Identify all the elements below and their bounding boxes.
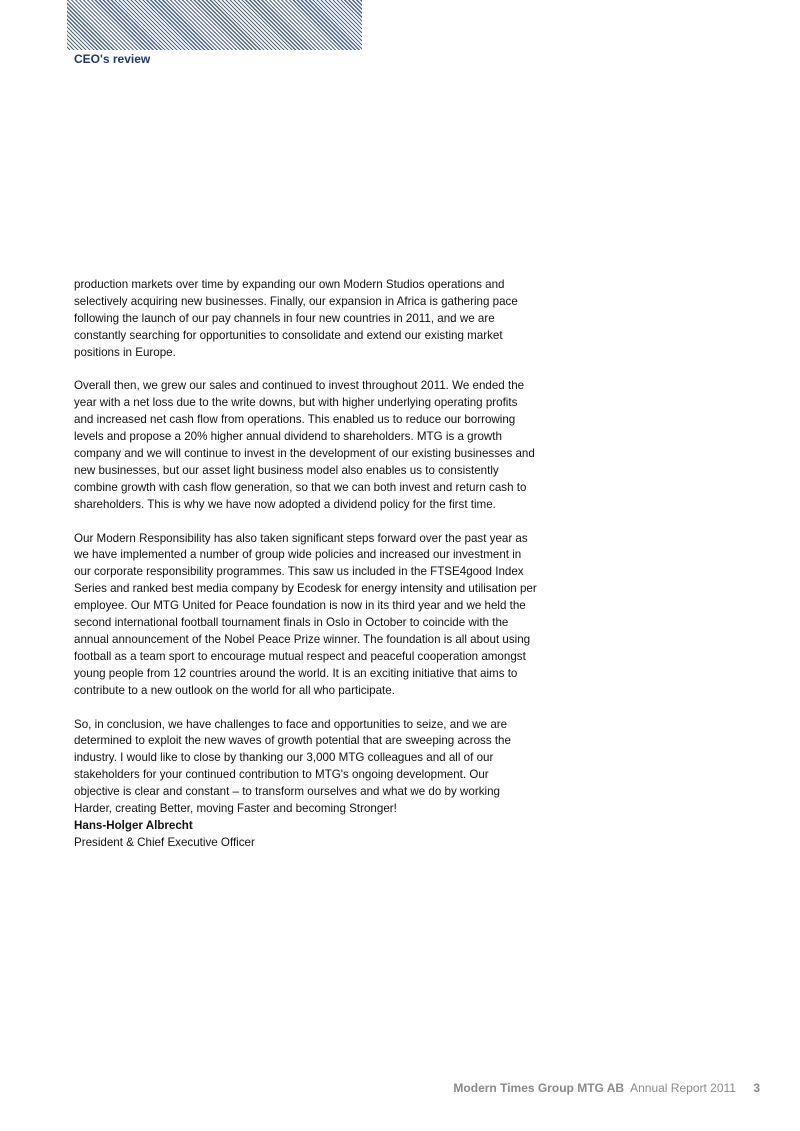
section-title: CEO's review [74,52,151,66]
text-line: industry. I would like to close by thanking our 3,000 MTG colleagues and all of our [74,751,494,765]
letter-body [74,277,574,835]
text-line: and increased net cash flow from operations. This enabled us to reduce our borrowing [74,413,516,427]
text-line: following the launch of our pay channels in four new countries in 2011, and we are [74,311,495,325]
text-line: year with a net loss due to the write downs, but with higher underlying operating profits [74,396,518,410]
text-line: young people from 12 countries around the world. It is an exciting initiative that aims to [74,666,518,680]
text-line: stakeholders for your continued contribution to MTG's ongoing development. Our [74,768,489,782]
text-line: objective is clear and constant – to transform ourselves and what we do by working [74,785,500,799]
text-line: production markets over time by expanding our own Modern Studios operations and [74,278,505,291]
text-line: Harder, creating Better, moving Faster and becoming Stronger! [74,802,397,816]
signature-block [74,818,255,852]
text-line: Series and ranked best media company by Ecodesk for energy intensity and utilisation per [74,582,537,596]
text-line: Our Modern Responsibility has also taken significant steps forward over the past year as [74,531,528,545]
text-line: selectively acquiring new businesses. Finally, our expansion in Africa is gathering pace [74,294,518,308]
text-line: contribute to a new outlook on the world for all who participate. [74,683,395,697]
footer-report: Annual Report 2011 [630,1081,736,1095]
signatory-name: Hans-Holger Albrecht [74,819,193,832]
text-line: our corporate responsibility programmes. This saw us included in the FTSE4good Index [74,565,524,579]
text-line: So, in conclusion, we have challenges to face and opportunities to seize, and we are [74,717,508,731]
page-number: 3 [753,1081,760,1095]
text-line: Overall then, we grew our sales and continued to invest throughout 2011. We ended the [74,379,525,393]
text-line: employee. Our MTG United for Peace foundation is now in its third year and we held the [74,599,526,613]
text-line: new businesses, but our asset light business model also enables us to consistently [74,463,499,477]
page-footer [453,1081,760,1095]
text-line: annual announcement of the Nobel Peace Prize winner. The foundation is all about using [74,633,531,646]
text-line: determined to exploit the new waves of growth potential that are sweeping across the [74,734,511,748]
header-hatch-decoration [67,0,362,50]
text-line: constantly searching for opportunities to consolidate and extend our existing market [74,328,503,342]
paragraph [74,378,574,513]
text-line: second international football tournament finals in Oslo in October to coincide with the [74,616,509,630]
text-line: we have implemented a number of group wide policies and increased our investment in [74,548,522,562]
text-line: combine growth with cash flow generation, so that we can both invest and return cash to [74,480,527,494]
footer-company: Modern Times Group MTG AB [453,1081,625,1095]
text-line: shareholders. This is why we have now adopted a dividend policy for the first time. [74,497,496,511]
signatory-title: President & Chief Executive Officer [74,835,255,849]
text-line: company and we will continue to invest in the development of our existing businesses and [74,447,535,461]
paragraph [74,717,574,818]
text-line: football as a team sport to encourage mutual respect and peaceful cooperation amongst [74,649,526,663]
text-line: positions in Europe. [74,345,176,359]
paragraph [74,277,574,362]
paragraph [74,531,574,700]
text-line: levels and propose a 20% higher annual dividend to shareholders. MTG is a growth [74,430,502,444]
